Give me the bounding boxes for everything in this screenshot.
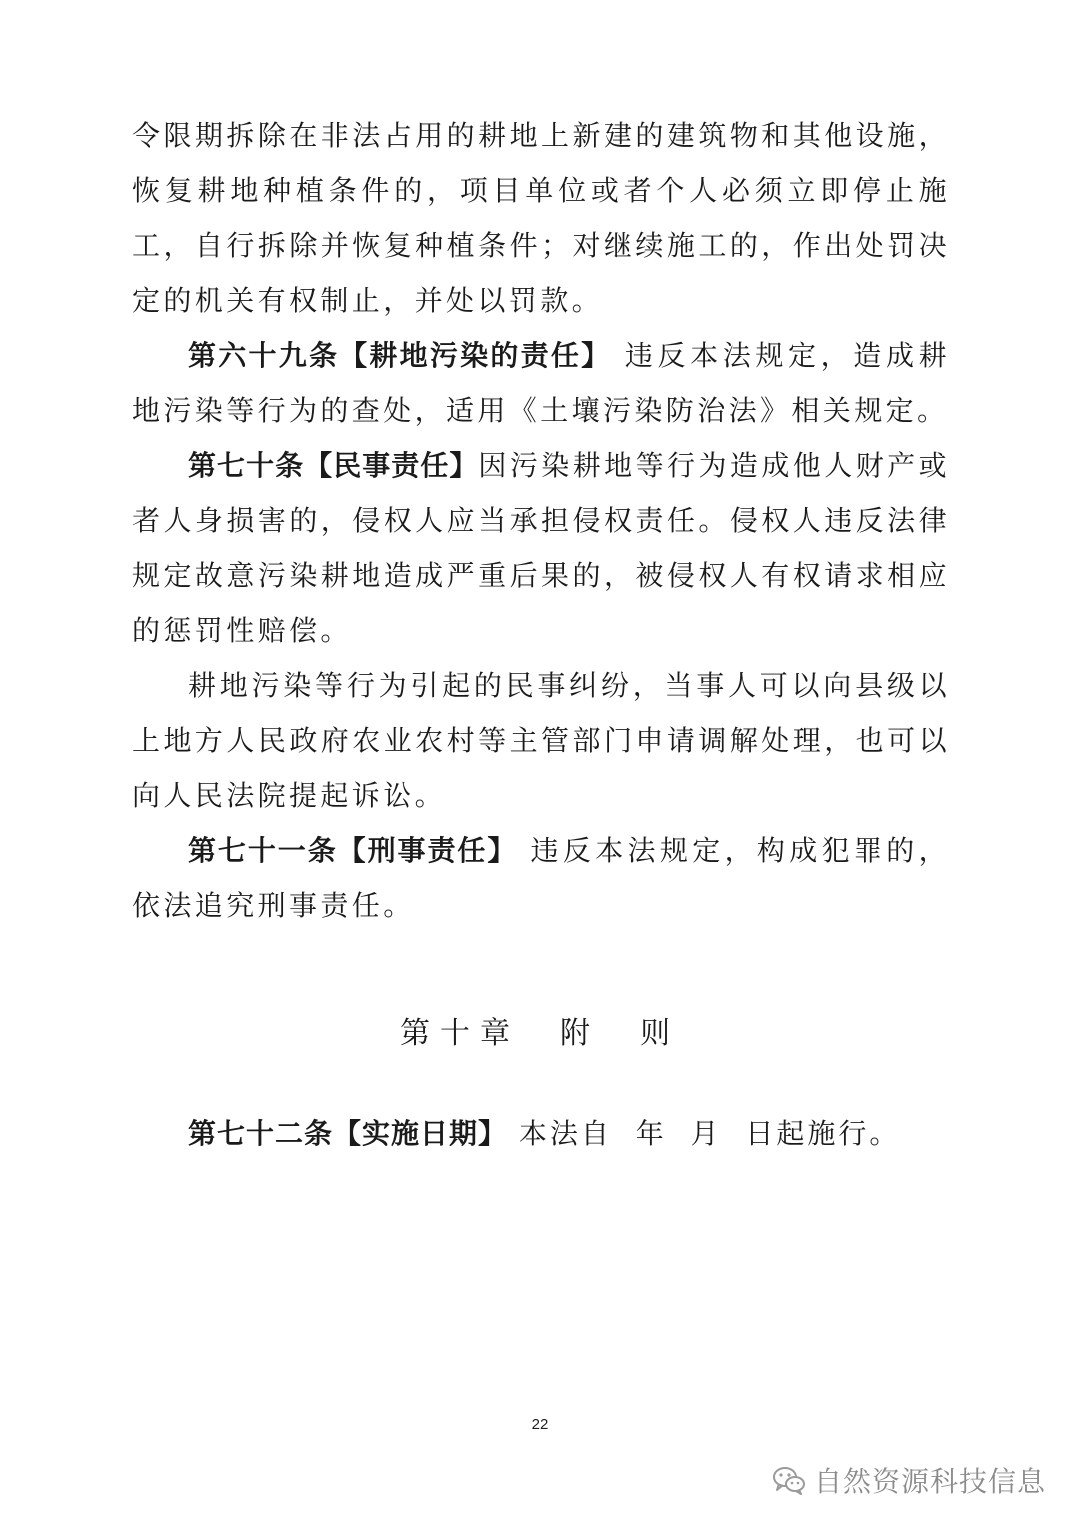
article-heading: 第七十一条【刑事责任】 — [188, 834, 518, 867]
article-71 — [132, 823, 950, 933]
watermark-text: 自然资源科技信息 — [813, 1465, 1046, 1498]
document-body — [132, 108, 950, 933]
wechat-icon — [772, 1465, 806, 1495]
article-text: 违反本法规定，造成耕地污染等行为的查处，适用《土壤污染防治法》相关规定。 — [132, 339, 950, 427]
page-number: 22 — [531, 1416, 549, 1433]
article-70 — [132, 438, 950, 658]
article-heading: 第七十条【民事责任】 — [188, 449, 479, 482]
article-text: 本法自 年 月 日起施行。 — [507, 1117, 901, 1150]
article-heading: 第六十九条【耕地污染的责任】 — [188, 339, 612, 372]
article-70-paragraph-2 — [132, 658, 950, 823]
article-72 — [188, 1112, 900, 1152]
paragraph-continuation — [132, 108, 950, 328]
paragraph-text: 令限期拆除在非法占用的耕地上新建的建筑物和其他设施，恢复耕地种植条件的，项目单位或者个人必须立即停止施工，自行拆除并恢复种植条件；对继续施工的，作出处罚决定的机关有权制止，并处以罚款。 — [132, 119, 950, 317]
article-text: 违反本法规定，构成犯罪的，依法追究刑事责任。 — [132, 834, 950, 922]
article-text: 因污染耕地等行为造成他人财产或者人身损害的，侵权人应当承担侵权责任。侵权人违反法律规定故意污染耕地造成严重后果的，被侵权人有权请求相应的惩罚性赔偿。 — [132, 449, 950, 647]
chapter-title: 第十章 附 则 — [400, 1016, 680, 1051]
article-heading: 第七十二条【实施日期】 — [188, 1117, 508, 1150]
paragraph-text: 耕地污染等行为引起的民事纠纷，当事人可以向县级以上地方人民政府农业农村等主管部门申请调解处理，也可以向人民法院提起诉讼。 — [132, 669, 950, 812]
watermark — [772, 1460, 1046, 1500]
article-69 — [132, 328, 950, 438]
